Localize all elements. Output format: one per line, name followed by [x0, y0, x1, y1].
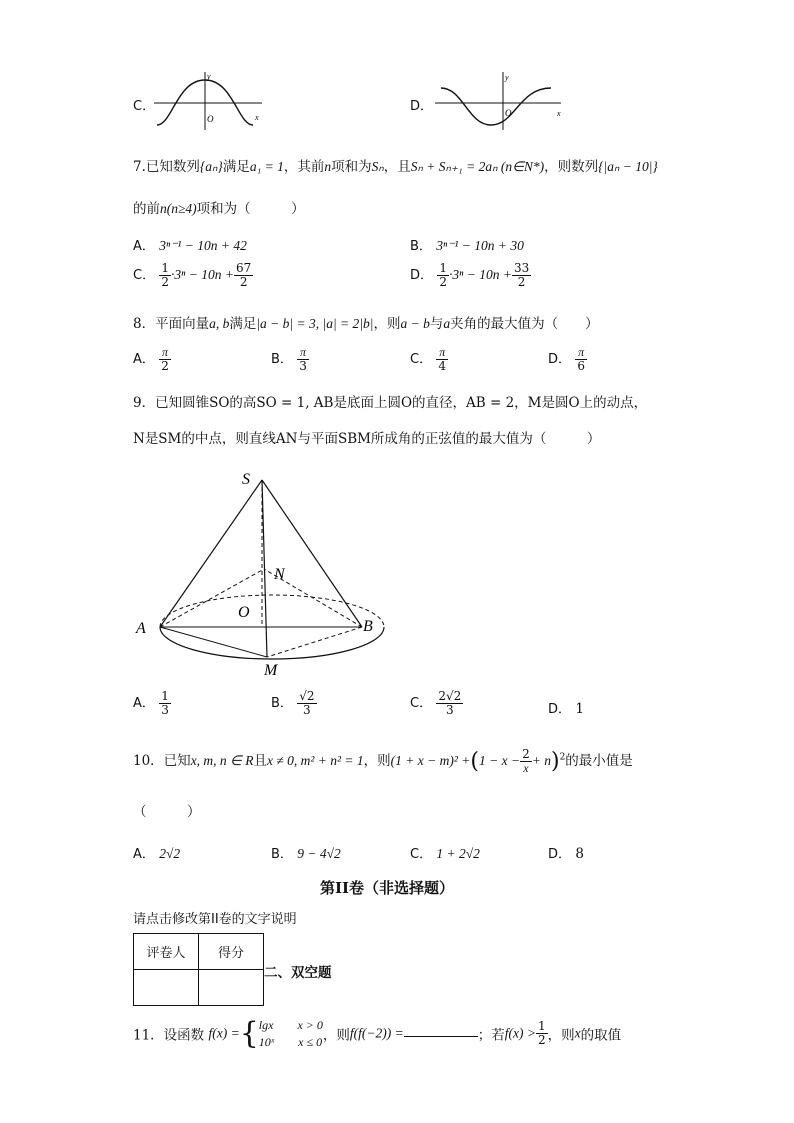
q10-option-b[interactable]: B． 9 − 4√2 — [271, 846, 341, 862]
q11-blank-1[interactable] — [404, 1024, 478, 1037]
q9-option-a[interactable]: A． $\frac{1}{3}$ — [133, 689, 169, 717]
label-n: N — [274, 566, 285, 583]
q7-option-b[interactable]: B． 3ⁿ⁻¹ − 10n + 30 — [410, 238, 524, 254]
graph-c-y: y — [207, 72, 211, 81]
q8-option-d[interactable]: D． $\frac{\pi}{6}$ — [548, 345, 585, 373]
grading-table-score-cell[interactable] — [199, 970, 264, 1006]
grading-table-header-score: 得分 — [199, 934, 264, 970]
q7-option-d[interactable]: D． $\frac{1}{2}$ ·3ⁿ − 10n + $\frac{33}{2}$ — [410, 261, 530, 289]
label-a: A — [136, 620, 146, 637]
q11-stem: 11．设函数 f(x) ={ lgx x > 0 10ˣ x ≤ 0 ，则f(f(−2)) = ；若f(x) > $\frac{1}{2}$ ，则x的取值 — [133, 1016, 622, 1051]
q7-option-c[interactable]: C． $\frac{1}{2}$ ·3ⁿ − 10n + $\frac{67}{2}$ — [133, 261, 252, 289]
option-c-label: C． — [133, 99, 156, 114]
graph-c-origin: O — [207, 114, 214, 124]
q9-option-b[interactable]: B． $\frac{√2}{3}$ — [271, 689, 315, 717]
label-s: S — [242, 471, 250, 488]
q10-answer-paren: （ ） — [133, 804, 201, 820]
q9-option-d[interactable]: D． 1 — [548, 701, 584, 717]
option-d-label: D． — [410, 99, 434, 114]
grading-table — [133, 933, 264, 1006]
grading-table-header-grader: 评卷人 — [134, 934, 199, 970]
part2-title: 第II卷（非选择题） — [320, 879, 455, 897]
q10-option-c[interactable]: C． 1 + 2√2 — [410, 846, 480, 862]
label-o: O — [238, 604, 250, 621]
graph-d-x: x — [557, 109, 561, 118]
q8-stem: 8．平面向量a, b满足|a − b| = 3, |a| = 2|b|，则a − b与a夹角的最大值为（ ） — [133, 316, 599, 332]
q10-stem: 10．已知x, m, n ∈ R且x ≠ 0, m² + n² = 1，则(1 + x − m)² +(1 − x − $\frac{2}{x}$ + n)$^2$的最小值是 — [133, 747, 633, 775]
cone-figure — [130, 465, 390, 685]
q9-stem-line2: N是SM的中点，则直线AN与平面SBM所成角的正弦值的最大值为（ ） — [133, 431, 601, 447]
q7-stem-line1: 7.已知数列{aₙ}满足a₁ = 1，其前n项和为Sₙ，且Sₙ + Sₙ₊₁ = 2aₙ (n∈N*)，则数列{|aₙ − 10|} — [133, 159, 658, 175]
graph-d-y: y — [505, 73, 509, 82]
grading-table-grader-cell[interactable] — [134, 970, 199, 1006]
q10-option-d[interactable]: D． 8 — [548, 846, 584, 862]
graph-d — [433, 70, 568, 132]
section-heading: 二、双空题 — [264, 965, 332, 981]
q8-option-c[interactable]: C． $\frac{\pi}{4}$ — [410, 345, 447, 373]
q9-option-c[interactable]: C． $\frac{2√2}{3}$ — [410, 689, 462, 717]
cone-base-front — [160, 627, 384, 659]
q7-stem-line2: 的前n(n≥4)项和为（ ） — [133, 201, 305, 217]
graph-c-x: x — [255, 113, 259, 122]
q8-option-b[interactable]: B． $\frac{\pi}{3}$ — [271, 345, 307, 373]
graph-d-origin: O — [505, 108, 512, 118]
label-b: B — [363, 618, 373, 635]
q8-option-a[interactable]: A． $\frac{\pi}{2}$ — [133, 345, 169, 373]
q7-option-a[interactable]: A． 3ⁿ⁻¹ − 10n + 42 — [133, 238, 247, 254]
graph-c — [152, 70, 267, 132]
part2-note[interactable]: 请点击修改第II卷的文字说明 — [133, 912, 297, 927]
label-m: M — [264, 662, 278, 679]
q9-stem-line1: 9．已知圆锥SO的高SO = 1, AB是底面上圆O的直径，AB = 2，M是圆O上的动点， — [133, 395, 648, 411]
q10-option-a[interactable]: A． 2√2 — [133, 846, 181, 862]
